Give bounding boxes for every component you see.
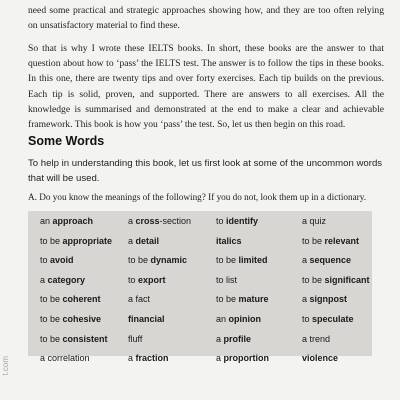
vocab-word	[128, 236, 216, 256]
why-paragraph: So that is why I wrote these IELTS books. In short, these books are the answer to that question about how to ‘pass’ the IELTS test. The answer is to follow the tips in these books. In this one, there are twenty tips and over forty exercises. Each tip builds on the previous. Each tip is solid, proven, and supported. There are answers to all exercises. All the knowledge is summarised and demonstrated at the end to make a clear and achievable framework. This book is how you ‘pass’ the test. So, let us then begin on this road.	[28, 43, 384, 131]
section-intro: To help in understanding this book, let us first look at some of the uncommon words that will be used.	[28, 158, 383, 185]
vocab-word-prefix: to	[128, 274, 139, 285]
vocab-word-key: speculate	[312, 313, 354, 324]
vocab-word-prefix: to be	[302, 274, 325, 285]
vocab-word-prefix: to be	[40, 294, 63, 305]
vocab-word-prefix: to be	[302, 235, 325, 246]
exercise-instruction: A. Do you know the meanings of the following? If you do not, look them up in a dictionary.	[28, 192, 367, 202]
vocab-word	[302, 255, 374, 275]
vocab-word-prefix: a trend	[302, 333, 331, 344]
vocab-word	[216, 236, 302, 256]
vocab-word	[40, 294, 128, 314]
vocab-word-key: cross	[135, 216, 160, 226]
vocab-word-prefix: to	[40, 255, 51, 266]
vocab-word-key: significant	[324, 274, 370, 285]
vocab-word-suffix: -section	[159, 216, 192, 226]
vocab-word	[302, 294, 374, 314]
vocab-word	[216, 334, 302, 354]
vocab-word-prefix: to	[302, 313, 313, 324]
vocab-word-key: relevant	[324, 235, 360, 246]
vocab-word	[40, 314, 128, 334]
vocab-word-key: limited	[238, 255, 268, 266]
vocab-word-prefix: to be	[128, 255, 151, 266]
vocab-word-key: avoid	[50, 255, 74, 266]
vocab-word-key: appropriate	[62, 235, 113, 246]
vocab-word	[216, 294, 302, 314]
vocab-word	[128, 294, 216, 314]
vocab-word	[216, 216, 302, 236]
vocab-word-key: fraction	[135, 353, 169, 364]
vocab-word	[40, 236, 128, 256]
vocab-word	[128, 314, 216, 334]
vocab-word	[128, 216, 216, 236]
vocab-word-prefix: to be	[40, 235, 63, 246]
vocab-word-prefix: a	[128, 353, 136, 364]
vocab-word-prefix: to be	[216, 255, 239, 266]
vocab-word-key: cohesive	[62, 313, 102, 324]
vocab-word-key: mature	[238, 294, 269, 305]
vocab-word	[302, 334, 374, 354]
vocab-word-prefix: fluff	[128, 333, 143, 344]
vocab-word-prefix: a	[216, 353, 224, 364]
vocab-word-key: export	[138, 274, 166, 285]
vocab-word-key: profile	[223, 333, 252, 344]
vocab-word	[216, 314, 302, 334]
vocab-word	[40, 353, 128, 373]
section-heading: Some Words	[28, 134, 105, 148]
vocab-word-prefix: a fact	[128, 294, 151, 305]
vocab-word-prefix: a	[128, 216, 136, 226]
vocab-word-key: approach	[52, 216, 94, 226]
vocab-word-prefix: a	[302, 255, 310, 266]
vocab-word	[216, 353, 302, 373]
vocab-word	[302, 275, 374, 295]
vocab-word	[40, 334, 128, 354]
vocab-word	[40, 275, 128, 295]
vocab-word	[302, 353, 374, 373]
vocab-word-prefix: a quiz	[302, 216, 327, 226]
vocab-word-key: identify	[226, 216, 259, 226]
vocab-word-prefix: a correlation	[40, 353, 90, 364]
vocab-word-key: coherent	[62, 294, 101, 305]
vocab-word	[128, 275, 216, 295]
vocab-word-prefix: to be	[40, 313, 63, 324]
vocab-word-prefix: an	[40, 216, 53, 226]
vocab-word-key: category	[47, 274, 86, 285]
vocab-word	[40, 216, 128, 236]
intro-paragraph-tail: need some practical and strategic approaches showing how, and they are too often relying on unsatisfactory material to find these.	[28, 5, 384, 32]
vocab-word	[216, 275, 302, 295]
vocab-word-key: violence	[302, 353, 339, 364]
vocab-word-prefix: a	[128, 235, 136, 246]
vocab-word	[216, 255, 302, 275]
vocab-word-key: detail	[135, 235, 160, 246]
vocab-word-prefix: to be	[216, 294, 239, 305]
vocab-word-key: dynamic	[150, 255, 188, 266]
side-watermark: t.com	[1, 356, 10, 376]
vocab-word	[128, 334, 216, 354]
vocab-word-key: signpost	[309, 294, 348, 305]
vocab-word-prefix: a	[302, 294, 310, 305]
vocab-word	[128, 353, 216, 373]
vocab-word-key: sequence	[309, 255, 352, 266]
vocab-word-prefix: to list	[216, 274, 238, 285]
vocab-word-key: financial	[128, 313, 165, 324]
vocab-word-key: consistent	[62, 333, 108, 344]
vocabulary-box	[28, 211, 372, 364]
vocab-word-prefix: a	[216, 333, 224, 344]
vocabulary-grid	[40, 216, 374, 373]
vocab-word-key: italics	[216, 235, 242, 246]
vocab-word	[302, 236, 374, 256]
vocab-word	[302, 216, 374, 236]
vocab-word-prefix: an	[216, 313, 229, 324]
vocab-word	[128, 255, 216, 275]
vocab-word	[40, 255, 128, 275]
vocab-word-key: proportion	[223, 353, 270, 364]
vocab-word	[302, 314, 374, 334]
vocab-word-prefix: to	[216, 216, 227, 226]
vocab-word-prefix: a	[40, 274, 48, 285]
vocab-word-key: opinion	[228, 313, 262, 324]
vocab-word-prefix: to be	[40, 333, 63, 344]
